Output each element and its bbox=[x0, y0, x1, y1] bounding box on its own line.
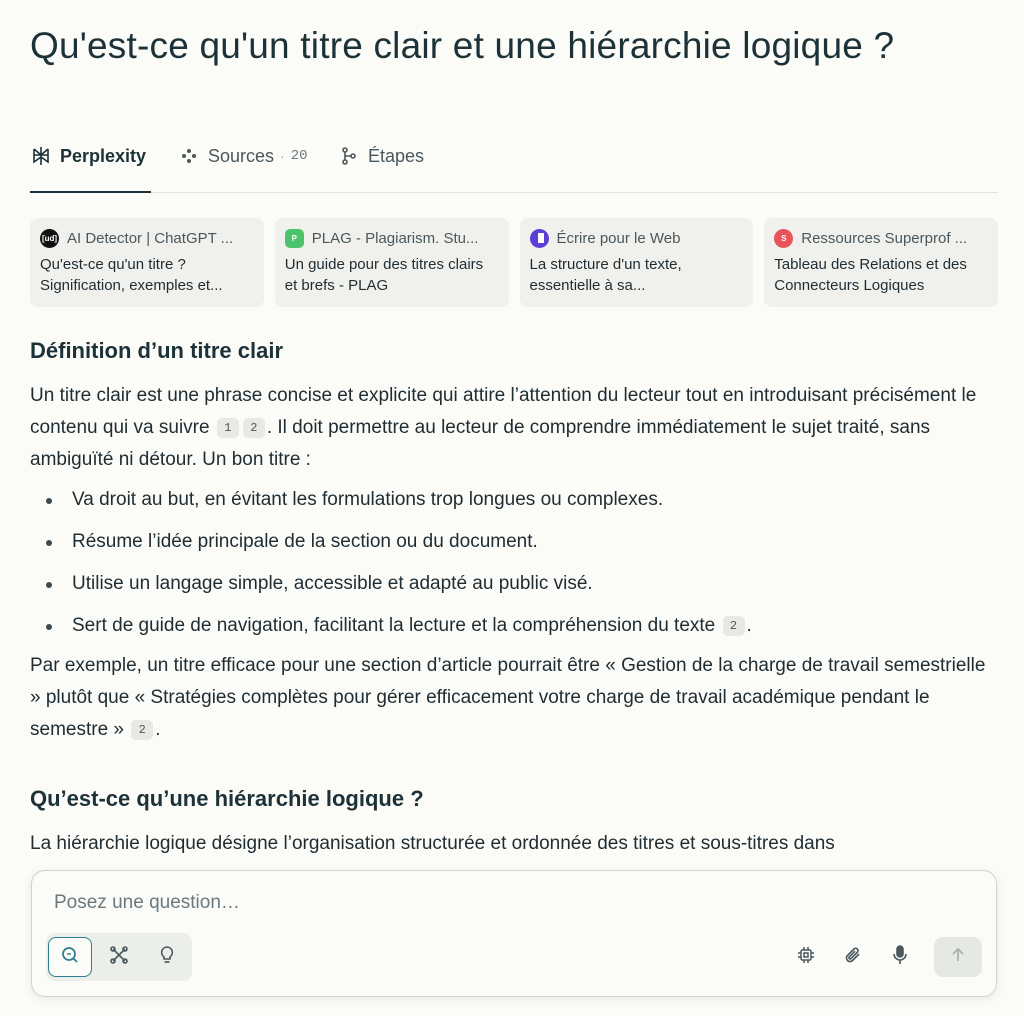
sources-icon bbox=[178, 145, 200, 167]
paragraph-text: Un titre clair est une phrase concise et explicite qui attire l’attention du lecteur tout en introduisant précisément le contenu qui va suivre bbox=[30, 385, 977, 438]
source-title: Qu'est-ce qu'un titre ? Signification, exemples et... bbox=[40, 256, 223, 294]
page-title: Qu'est-ce qu'un titre clair et une hiérarchie logique ? bbox=[30, 25, 895, 66]
lightbulb-icon bbox=[158, 945, 176, 970]
labs-mode-button[interactable] bbox=[145, 937, 189, 977]
punctuation: . bbox=[746, 615, 752, 636]
source-title: La structure d'un texte, essentielle à sa... bbox=[529, 256, 682, 294]
citation-badge[interactable]: 2 bbox=[131, 720, 153, 740]
search-mode-button[interactable] bbox=[48, 937, 92, 977]
research-icon bbox=[109, 945, 129, 970]
tab-etapes-label: Étapes bbox=[368, 146, 425, 166]
source-card[interactable] bbox=[764, 218, 998, 307]
section-heading: Qu’est-ce qu’une hiérarchie logique ? bbox=[30, 786, 424, 811]
list-item: Résume l’idée principale de la section ou du document. bbox=[30, 526, 998, 558]
paragraph bbox=[30, 380, 998, 476]
steps-icon bbox=[338, 145, 360, 167]
chip-icon bbox=[797, 946, 815, 969]
source-card[interactable] bbox=[275, 218, 509, 307]
favicon-icon bbox=[530, 229, 549, 248]
bullet-list bbox=[30, 484, 998, 642]
source-site: Ressources Superprof ... bbox=[801, 229, 968, 247]
paperclip-icon bbox=[844, 946, 862, 969]
punctuation: . bbox=[155, 719, 161, 740]
citation-badge[interactable]: 2 bbox=[243, 418, 265, 438]
favicon-icon: S bbox=[774, 229, 793, 248]
source-site: Écrire pour le Web bbox=[556, 229, 681, 247]
citation-badge[interactable]: 1 bbox=[217, 418, 239, 438]
list-item: Utilise un langage simple, accessible et adapté au public visé. bbox=[30, 568, 998, 600]
tab-perplexity[interactable] bbox=[30, 140, 151, 192]
source-site: AI Detector | ChatGPT ... bbox=[67, 229, 234, 247]
source-title: Un guide pour des titres clairs et brefs - PLAG bbox=[284, 256, 484, 294]
list-item-text: Sert de guide de navigation, facilitant la lecture et la compréhension du texte bbox=[72, 615, 716, 636]
tab-perplexity-label: Perplexity bbox=[60, 146, 147, 166]
model-chip-button[interactable] bbox=[792, 943, 820, 971]
tab-etapes[interactable] bbox=[338, 140, 424, 192]
source-site: PLAG - Plagiarism. Stu... bbox=[311, 229, 479, 247]
tab-sources[interactable] bbox=[178, 140, 308, 192]
question-composer bbox=[31, 870, 997, 997]
attach-button[interactable] bbox=[839, 943, 867, 971]
paragraph: La hiérarchie logique désigne l’organisation structurée et ordonnée des titres et sous-titres dans bbox=[30, 833, 835, 854]
question-input[interactable] bbox=[52, 887, 956, 919]
source-card[interactable] bbox=[520, 218, 754, 307]
paragraph-text: Par exemple, un titre efficace pour une section d’article pourrait être « Gestion de la charge de travail semestrielle » plutôt que « Stratégies complètes pour gérer efficacement votre charge de travail académique pendant le semestre » bbox=[30, 655, 986, 740]
answer-content bbox=[30, 334, 998, 860]
tab-sources-label: Sources bbox=[208, 146, 275, 166]
favicon-icon: P bbox=[285, 229, 304, 248]
arrow-up-icon bbox=[950, 947, 966, 968]
mode-selector bbox=[46, 933, 192, 981]
source-title: Tableau des Relations et des Connecteurs Logiques bbox=[774, 256, 967, 294]
voice-button[interactable] bbox=[886, 943, 914, 971]
citation-badge[interactable]: 2 bbox=[723, 616, 745, 636]
favicon-icon: [ud] bbox=[40, 229, 59, 248]
source-card[interactable] bbox=[30, 218, 264, 307]
paragraph-text: . Il doit permettre au lecteur de comprendre immédiatement le sujet traité, sans ambiguïté ni détour. Un bon titre : bbox=[30, 417, 931, 470]
answer-tabs bbox=[30, 140, 998, 193]
paragraph bbox=[30, 650, 998, 746]
list-item bbox=[30, 610, 998, 642]
list-item: Va droit au but, en évitant les formulations trop longues ou complexes. bbox=[30, 484, 998, 516]
sources-count: 20 bbox=[290, 148, 308, 164]
perplexity-logo-icon bbox=[30, 145, 52, 167]
separator-dot: · bbox=[280, 148, 285, 164]
source-cards bbox=[30, 218, 998, 307]
microphone-icon bbox=[892, 945, 908, 970]
research-mode-button[interactable] bbox=[97, 937, 141, 977]
send-button[interactable] bbox=[934, 937, 982, 977]
search-icon bbox=[60, 945, 80, 970]
section-heading: Définition d’un titre clair bbox=[30, 338, 284, 363]
